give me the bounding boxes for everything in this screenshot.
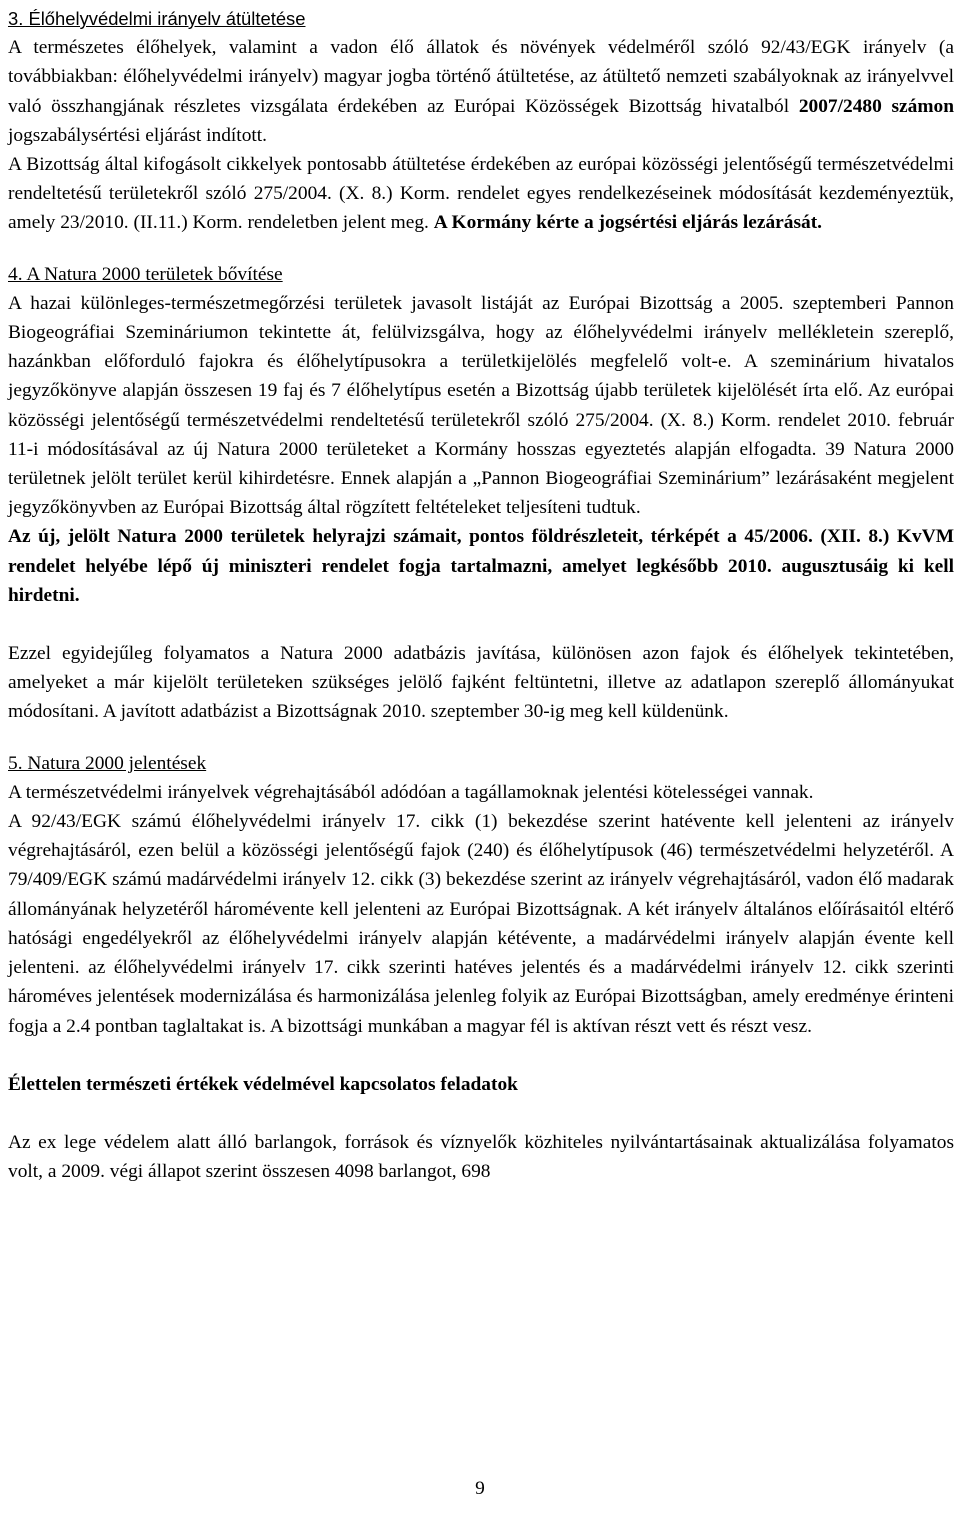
section-6-paragraph-1: Az ex lege védelem alatt álló barlangok, források és víznyelők közhiteles nyilvántartásainak aktualizálása folyamatos volt, a 2009. végi állapot szerint összesen 4098 barlangot, 698 xyxy=(8,1131,954,1183)
section-3-heading: 3. Élőhelyvédelmi irányelv átültetése xyxy=(8,8,306,29)
section-6-heading: Élettelen természeti értékek védelmével kapcsolatos feladatok xyxy=(8,1073,518,1095)
section-3-p2-bold: A Kormány kérte a jogsértési eljárás lezárását. xyxy=(433,212,822,234)
section-5-paragraph-1: A természetvédelmi irányelvek végrehajtásából adódóan a tagállamoknak jelentési kötelességei vannak. xyxy=(8,781,814,803)
section-4-paragraph-2: Az új, jelölt Natura 2000 területek helyrajzi számait, pontos földrészleteit, térképét a 45/2006. (XII. 8.) KvVM rendelet helyébe lépő új miniszteri rendelet fogja tartalmazni, amelyet legkésőbb 2010. augusztusáig ki kell hirdetni. xyxy=(8,526,954,606)
document-page xyxy=(8,4,954,1186)
section-4-paragraph-1: A hazai különleges-természetmegőrzési területek javasolt listáját az Európai Bizottság a 2005. szeptemberi Pannon Biogeográfiai Szemináriumon tekintette át, felülvizsgálva, hogy az élőhelyvédelmi irányelv mellékletein szereplő, hazánkban előforduló fajokra és élőhelytípusokra a területkijelölés megfelelő volt-e. A szeminárium hivatalos jegyzőkönyve alapján összesen 19 faj és 7 élőhelytípus esetén a Bizottság újabb területek kijelölését írta elő. Az európai közösségi jelentőségű természetvédelmi rendeltetésű területekről szóló 275/2004. (X. 8.) Korm. rendelet 2010. február 11-i módosításával az új Natura 2000 területeket a Kormány hosszas egyeztetés alapján elfogadta. 39 Natura 2000 területnek jelölt terület kerül kihirdetésre. Ennek alapján a „Pannon Biogeográfiai Szeminárium” lezárásaként megjelent jegyzőkönyvben az Európai Bizottság által rögzített feltételeket teljesíteni tudtuk. xyxy=(8,292,954,519)
section-3-p1-bold: 2007/2480 számon xyxy=(798,95,954,117)
section-5-heading: 5. Natura 2000 jelentések xyxy=(8,752,207,774)
page-number: 9 xyxy=(475,1478,485,1499)
section-4-heading: 4. A Natura 2000 területek bővítése xyxy=(8,263,283,285)
section-3-p1-text: A természetes élőhelyek, valamint a vadon élő állatok és növények védelméről szóló 92/43/EGK irányelv (a továbbiakban: élőhelyvédelmi irányelv) magyar jogba történő átültetése, az átültető nemzeti szabályoknak az irányelvvel való összhangjának részletes vizsgálata érdekében az Európai Közösségek Bizottság hivatalból xyxy=(8,37,954,117)
section-3-paragraph-2 xyxy=(8,150,954,238)
section-4-paragraph-3: Ezzel egyidejűleg folyamatos a Natura 2000 adatbázis javítása, különösen azon fajok és élőhelyek tekintetében, amelyeket a már kijelölt területeken szükséges jelölő fajként feltüntetni, illetve az adatlapon szereplő állományukat módosítani. A javított adatbázist a Bizottságnak 2010. szeptember 30-ig meg kell küldenünk. xyxy=(8,643,954,723)
section-3-p1-end: jogszabálysértési eljárást indított. xyxy=(8,124,268,146)
section-3-paragraph-1 xyxy=(8,33,954,150)
section-5-paragraph-2: A 92/43/EGK számú élőhelyvédelmi irányelv 17. cikk (1) bekezdése szerint hatévente kell jelenteni az irányelv végrehajtásáról, ezen belül a közösségi jelentőségű fajok (240) és élőhelytípusok (46) természetvédelmi helyzetéről. A 79/409/EGK számú madárvédelmi irányelv 12. cikk (3) bekezdése szerint az irányelv végrehajtásáról, vadon élő madarak állományának helyzetéről háromévente kell jelenteni az Európai Bizottságnak. A két irányelv általános előírásaitól eltérő hatósági engedélyekről az élőhelyvédelmi irányelv alapján kétévente, a madárvédelmi irányelv alapján évente kell jelenteni. az élőhelyvédelmi irányelv 17. cikk szerinti hatéves jelentés és a madárvédelmi irányelv 12. cikk szerinti hároméves jelentések modernizálása és harmonizálása jelenleg folyik az Európai Bizottságban, amely eredménye érinteni fogja a 2.4 pontban taglaltakat is. A bizottsági munkában a magyar fél is aktívan részt vett és részt vesz. xyxy=(8,811,954,1037)
section-3-p2-text: A Bizottság által kifogásolt cikkelyek pontosabb átültetése érdekében az európai közösségi jelentőségű természetvédelmi rendeltetésű területekről szóló 275/2004. (X. 8.) Korm. rendelet egyes rendelkezéseinek módosítását kezdeményeztük, amely 23/2010. (II.11.) Korm. rendeletben jelent meg. xyxy=(8,154,954,234)
